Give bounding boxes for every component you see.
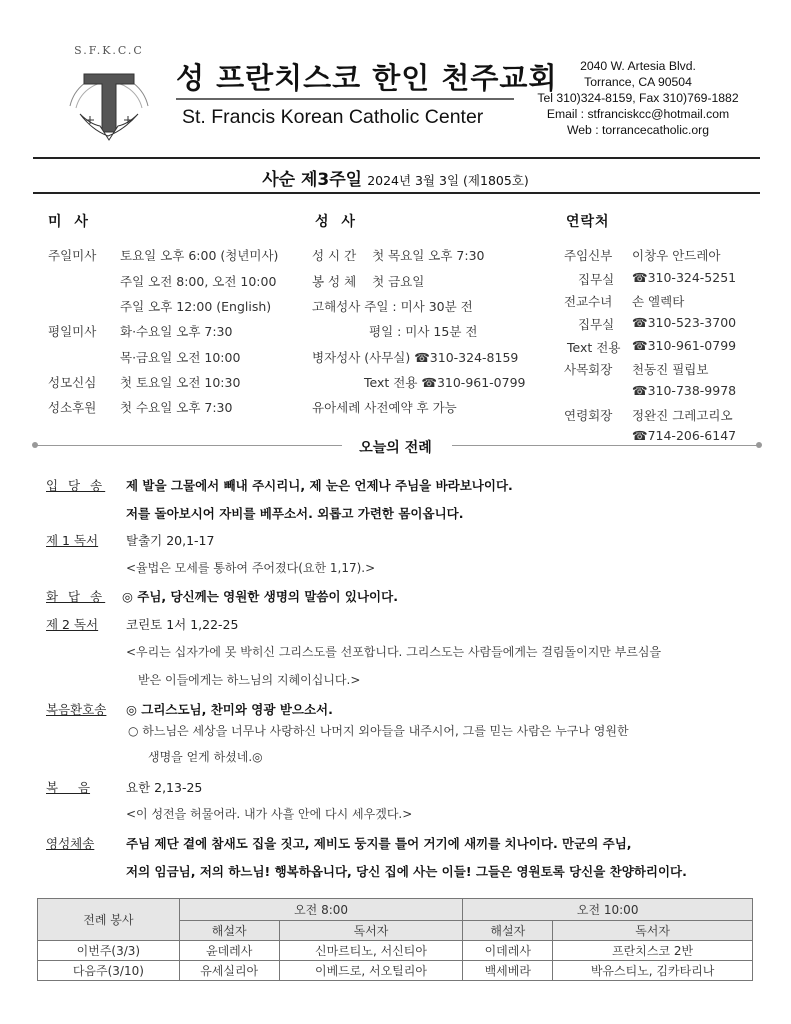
contact-label: 연령회장 — [564, 408, 613, 423]
church-logo — [62, 44, 156, 144]
contact-value: 정완진 그레고리오 — [632, 408, 733, 423]
sunday-title — [0, 165, 791, 190]
contact-label: 집무실 — [578, 317, 615, 332]
roster-cell: 윤데레사 — [179, 941, 279, 961]
liturgy-title: 오늘의 전례 — [359, 440, 432, 456]
second-reading-summary: 받은 이들에게는 하느님의 지혜이십니다.> — [138, 673, 361, 687]
second-reading-summary: <우리는 십자가에 못 박히신 그리스도를 선포합니다. 그리스도는 사람들에게는 걸림돌이지만 부르심을 — [126, 645, 662, 659]
address-line-1: 2040 W. Artesia Blvd. — [580, 59, 696, 73]
sacraments-heading: 성 사 — [315, 214, 359, 230]
contact-label: 전교수녀 — [564, 294, 613, 309]
sacrament-item: 고해성사 주일 : 미사 30분 전 — [312, 299, 473, 314]
church-title-korean: 성 프란치스코 한인 천주교회 — [176, 61, 558, 95]
gospel-summary: <이 성전을 허물어라. 내가 사흘 안에 다시 세우겠다.> — [126, 807, 413, 821]
mass-label: 성모신심 — [48, 375, 97, 390]
roster-role-header: 독서자 — [279, 921, 463, 941]
mass-time: 주일 오전 8:00, 오전 10:00 — [120, 274, 277, 289]
gospel-acclamation-label: 복음환호송 — [46, 702, 107, 717]
roster-cell: 신마르티노, 서신티아 — [279, 941, 463, 961]
contact-label: Text 전용 — [567, 340, 621, 355]
entrance-antiphon-line: 제 발을 그물에서 빼내 주시리니, 제 눈은 언제나 주님을 바라보나이다. — [126, 478, 513, 493]
contact-phone: ☎310-523-3700 — [632, 315, 737, 330]
contact-phone: ☎310-324-5251 — [632, 270, 737, 285]
first-reading-ref: 탈출기 20,1-17 — [126, 533, 215, 548]
mass-label: 평일미사 — [48, 324, 97, 339]
contact-phone: ☎714-206-6147 — [632, 428, 737, 443]
sacrament-item: 봉 성 체 첫 금요일 — [312, 274, 425, 289]
mass-label: 성소후원 — [48, 400, 97, 415]
mass-time: 첫 토요일 오전 10:30 — [120, 375, 241, 390]
header-divider — [33, 157, 760, 159]
sacrament-item: 병자성사 (사무실) ☎310-324-8159 — [312, 350, 519, 365]
roster-role-header: 독서자 — [553, 921, 753, 941]
table-row — [38, 941, 753, 961]
roster-role-header: 해설자 — [463, 921, 553, 941]
gospel-acclamation-verse: ○ 하느님은 세상을 너무나 사랑하신 나머지 외아들을 내주시어, 그를 믿는 사람은 누구나 영원한 — [128, 724, 629, 738]
contact-value: 천동진 필립보 — [632, 362, 709, 377]
ministry-roster-table — [37, 898, 753, 981]
contacts-heading: 연락처 — [566, 214, 610, 230]
roster-cell: 이베드로, 서오틸리아 — [279, 961, 463, 981]
first-reading-label: 제 1 독서 — [46, 533, 99, 548]
roster-cell: 박유스티노, 김카타리나 — [553, 961, 753, 981]
church-title-english: St. Francis Korean Catholic Center — [182, 106, 484, 128]
sacrament-item: Text 전용 ☎310-961-0799 — [364, 375, 526, 390]
gospel-acclamation-response: ◎ 그리스도님, 찬미와 영광 받으소서. — [126, 702, 333, 717]
contact-value: 손 엘렉타 — [632, 294, 685, 309]
mass-time: 목·금요일 오전 10:00 — [120, 350, 241, 365]
communion-antiphon-line: 주님 제단 곁에 참새도 집을 짓고, 제비도 둥지를 틀어 거기에 새끼를 치나이다. 만군의 주님, — [126, 836, 632, 851]
psalm-label: 화 답 송 — [46, 589, 106, 604]
roster-week: 이번주(3/3) — [38, 941, 180, 961]
mass-label: 주일미사 — [48, 248, 97, 263]
gospel-ref: 요한 2,13-25 — [126, 780, 203, 795]
liturgy-divider-right — [452, 445, 758, 446]
church-contact-block — [518, 58, 758, 138]
gospel-acclamation-verse: 생명을 얻게 하셨네.◎ — [148, 750, 263, 764]
phone-fax: Tel 310)324-8159, Fax 310)769-1882 — [537, 91, 739, 105]
website-link[interactable]: Web : torrancecatholic.org — [566, 123, 710, 137]
tau-cross-logo-icon — [62, 44, 156, 144]
logo-text: S.F.K.C.C — [74, 44, 144, 57]
roster-cell: 프란치스코 2반 — [553, 941, 753, 961]
roster-week: 다음주(3/10) — [38, 961, 180, 981]
sacrament-item: 성 시 간 첫 목요일 오후 7:30 — [312, 248, 485, 263]
address-line-2: Torrance, CA 90504 — [584, 75, 692, 89]
sacrament-item: 유아세례 사전예약 후 가능 — [312, 400, 457, 415]
gospel-label: 복 음 — [46, 780, 91, 795]
mass-time: 화·수요일 오후 7:30 — [120, 324, 233, 339]
roster-corner-header: 전례 봉사 — [38, 899, 180, 941]
divider-dot — [756, 442, 762, 448]
mass-time: 주일 오후 12:00 (English) — [120, 299, 272, 314]
contact-phone: ☎310-738-9978 — [632, 383, 737, 398]
email-link[interactable]: Email : stfranciskcc@hotmail.com — [546, 107, 730, 121]
roster-mass-header: 오전 8:00 — [179, 899, 463, 921]
bulletin-header — [0, 0, 791, 158]
contact-label: 주임신부 — [564, 248, 613, 263]
contact-label: 사목회장 — [564, 362, 613, 377]
communion-antiphon-label: 영성체송 — [46, 836, 95, 851]
entrance-antiphon-label: 입 당 송 — [46, 478, 106, 493]
roster-cell: 이데레사 — [463, 941, 553, 961]
roster-mass-header: 오전 10:00 — [463, 899, 753, 921]
psalm-response: ◎ 주님, 당신께는 영원한 생명의 말씀이 있나이다. — [122, 589, 398, 604]
contact-value: 이창우 안드레아 — [632, 248, 721, 263]
title-divider — [33, 192, 760, 194]
sacrament-item: 평일 : 미사 15분 전 — [369, 324, 478, 339]
communion-antiphon-line: 저의 임금님, 저의 하느님! 행복하옵니다, 당신 집에 사는 이들! 그들은 영원토록 당신을 찬양하리이다. — [126, 864, 687, 879]
mass-time: 첫 수요일 오후 7:30 — [120, 400, 233, 415]
roster-cell: 백세베라 — [463, 961, 553, 981]
second-reading-ref: 코린토 1서 1,22-25 — [126, 617, 239, 632]
contact-phone: ☎310-961-0799 — [632, 338, 737, 353]
second-reading-label: 제 2 독서 — [46, 617, 99, 632]
bulletin-date: 2024년 3월 3일 (제1805호) — [367, 173, 529, 188]
title-underline — [176, 98, 514, 100]
contact-label: 집무실 — [578, 272, 615, 287]
roster-cell: 유세실리아 — [179, 961, 279, 981]
liturgical-day: 사순 제3주일 — [262, 170, 363, 190]
first-reading-summary: <율법은 모세를 통하여 주어졌다(요한 1,17).> — [126, 561, 376, 575]
entrance-antiphon-line: 저를 돌아보시어 자비를 베푸소서. 외롭고 가련한 몸이옵니다. — [126, 506, 464, 521]
mass-heading: 미 사 — [48, 214, 92, 230]
mass-time: 토요일 오후 6:00 (청년미사) — [120, 248, 279, 263]
table-row — [38, 961, 753, 981]
roster-role-header: 해설자 — [179, 921, 279, 941]
